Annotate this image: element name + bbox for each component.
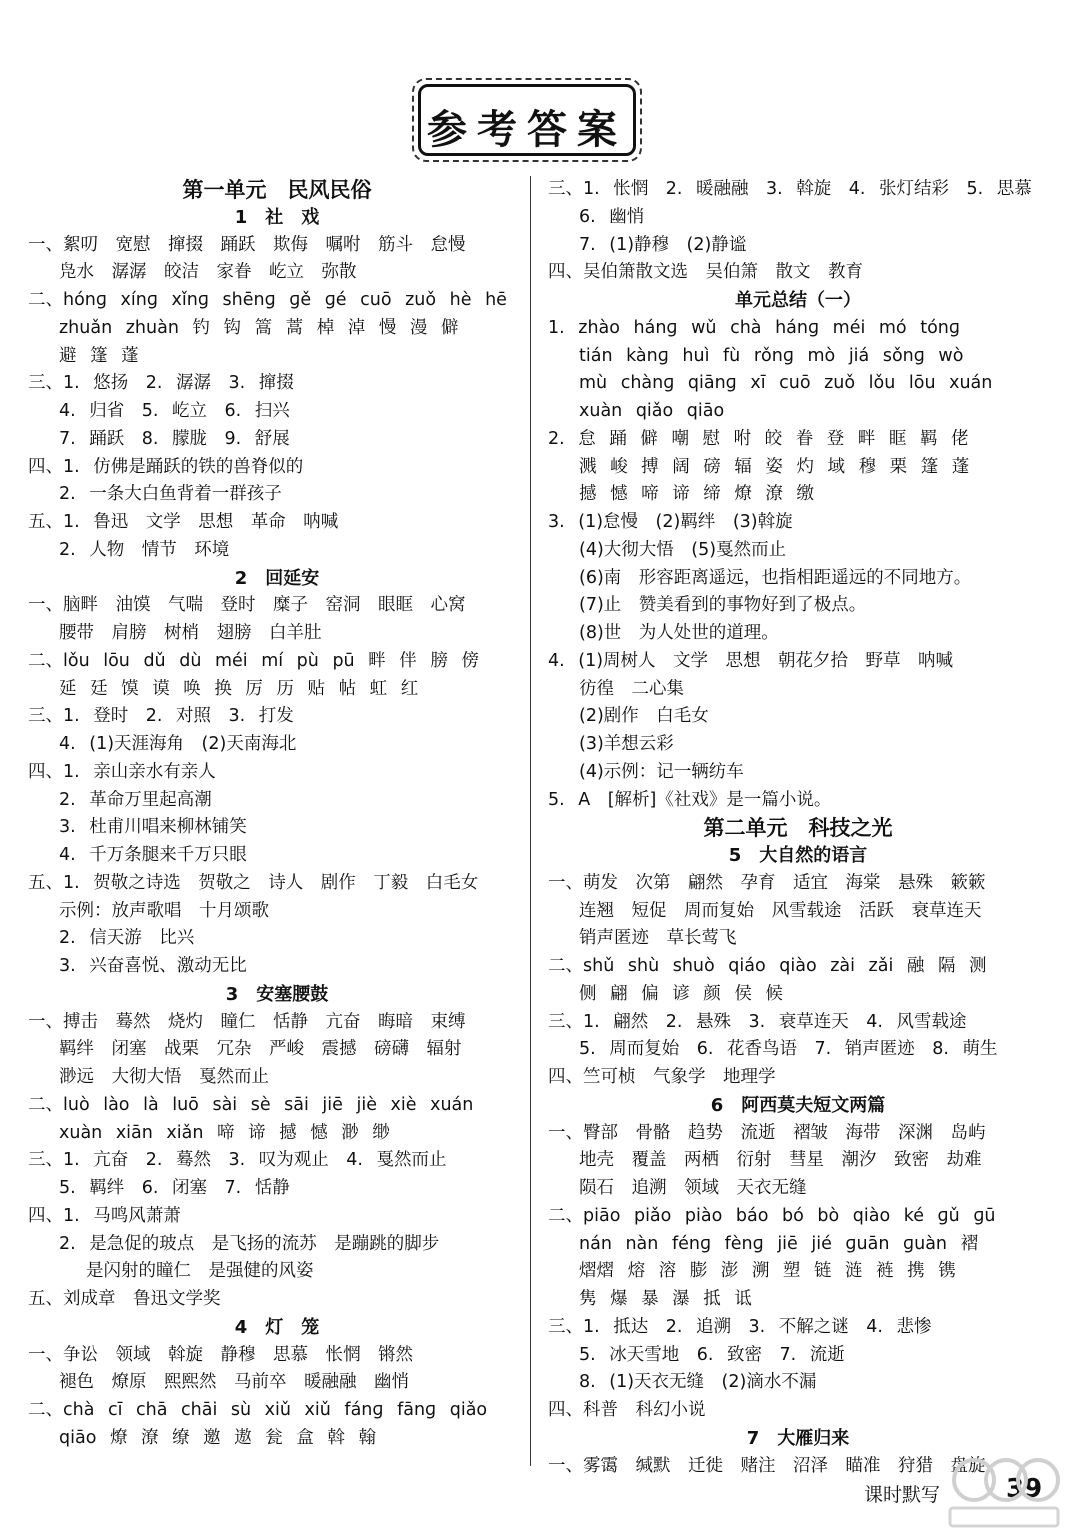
answer-line: tián kànɡ huì fù rǒnɡ mò jiá sǒnɡ wò (579, 345, 964, 366)
answer-line: 6. 幽悄 (579, 206, 645, 227)
left-column (28, 176, 526, 1453)
answer-line: 示例：放声歌唱 十月颂歌 (59, 900, 269, 921)
answer-line: 四、1. 亲山亲水有亲人 (28, 761, 216, 782)
answer-line: 4. 归省 5. 屹立 6. 扫兴 (59, 401, 290, 421)
unit-heading: 第二单元 科技之光 (703, 815, 893, 841)
answer-line: 羁绊 闭塞 战栗 冗杂 严峻 震撼 磅礴 辐射 (59, 1039, 462, 1060)
answer-line: 二、piāo piǎo piào báo bó bò qiào ké ɡǔ ɡū (548, 1205, 996, 1226)
answer-line: 凫水 潺潺 皎洁 家眷 屹立 弥散 (59, 262, 357, 283)
answer-line: 二、hónɡ xínɡ xǐnɡ shēnɡ ɡě ɡé cuō zuǒ hè hē (28, 290, 507, 310)
lesson-heading: 1 社 戏 (234, 206, 320, 228)
answer-line: 隽 爆 暴 瀑 抵 诋 (579, 1289, 752, 1309)
answer-line: 侧 翩 偏 谚 颜 侯 候 (579, 983, 783, 1004)
answer-line: (6)南 形容距离遥远，也指相距遥远的不同地方。 (579, 567, 972, 588)
title-frame (418, 84, 636, 156)
answer-line: mù chànɡ qiānɡ xī cuō zuǒ lǒu lōu xuán (579, 373, 993, 394)
answer-line: 二、chà cī chā chāi sù xiǔ xiǔ fánɡ fānɡ qiǎo (28, 1400, 488, 1420)
answer-line: 4. (1)周树人 文学 思想 朝花夕拾 野草 呐喊 (548, 650, 954, 671)
answer-line: 三、1. 怅惘 2. 暖融融 3. 斡旋 4. 张灯结彩 5. 思慕 (548, 179, 1032, 199)
answer-line: 四、科普 科幻小说 (548, 1400, 706, 1420)
answer-line: 5. 羁绊 6. 闭塞 7. 恬静 (59, 1178, 290, 1198)
answer-line: xuàn qiǎo qiāo (579, 401, 725, 421)
answer-line: 彷徨 二心集 (579, 678, 684, 699)
answer-line: 2. 是急促的玻点 是飞扬的流苏 是蹦跳的脚步 (59, 1233, 440, 1254)
unit-heading: 第一单元 民风民俗 (182, 177, 372, 202)
answer-line: 五、1. 鲁迅 文学 思想 革命 呐喊 (28, 512, 339, 532)
lesson-heading: 6 阿西莫夫短文两篇 (710, 1094, 886, 1116)
answer-line: 5. 周而复始 6. 花香鸟语 7. 销声匿迹 8. 萌生 (579, 1039, 998, 1060)
answer-line: 一、争讼 领域 斡旋 静穆 思慕 怅惘 锵然 (28, 1344, 413, 1365)
answer-line: 3. 兴奋喜悦、激动无比 (59, 956, 247, 976)
answer-line: 四、竺可桢 气象学 地理学 (548, 1067, 776, 1087)
answer-line: 五、刘成章 鲁迅文学奖 (28, 1289, 221, 1309)
answer-line: 三、1. 悠扬 2. 潺潺 3. 撺掇 (28, 373, 294, 394)
answer-line: 一、雾霭 缄默 迁徙 赌注 沼泽 瞄准 狩猎 盘旋 (548, 1455, 986, 1476)
answer-line: 2. 怠 踊 僻 嘲 慰 咐 皎 眷 登 畔 眶 羁 佬 (548, 428, 969, 449)
answer-line: 褪色 燎原 熙熙然 马前卒 暖融融 幽悄 (59, 1372, 409, 1393)
lesson-heading: 2 回延安 (234, 567, 320, 589)
answer-line: 三、1. 登时 2. 对照 3. 打发 (28, 706, 294, 727)
answer-line: 一、萌发 次第 翩然 孕育 适宜 海棠 悬殊 簌簌 (548, 872, 986, 893)
answer-line: 一、搏击 蓦然 烧灼 瞳仁 恬静 亢奋 晦暗 束缚 (28, 1011, 466, 1032)
answer-line: 是闪射的瞳仁 是强健的风姿 (86, 1261, 314, 1282)
answer-line: 3. 杜甫川唱来柳林铺笑 (59, 817, 247, 838)
answer-line: (8)世 为人处世的道理。 (579, 623, 779, 643)
answer-line: 7. (1)静穆 (2)静谧 (579, 234, 747, 255)
answer-line: 2. 革命万里起高潮 (59, 789, 212, 810)
answer-line: 二、luò lào là luō sài sè sāi jiē jiè xiè xuán (28, 1094, 474, 1115)
lesson-heading: 7 大雁归来 (746, 1427, 850, 1449)
lesson-heading: 3 安塞腰鼓 (225, 983, 329, 1005)
answer-line: 三、1. 亢奋 2. 蓦然 3. 叹为观止 4. 戛然而止 (28, 1150, 447, 1171)
answer-line: 延 廷 馍 谟 唤 换 厉 历 贴 帖 虹 红 (59, 678, 419, 699)
answer-line: 腰带 肩膀 树梢 翅膀 白羊肚 (59, 623, 322, 643)
page-number: 39 (1006, 1474, 1043, 1504)
answer-line: nán nàn fénɡ fènɡ jiē jié ɡuān ɡuàn 褶 (579, 1233, 979, 1254)
answer-line: 一、臀部 骨骼 趋势 流逝 褶皱 海带 深渊 岛屿 (548, 1122, 986, 1143)
footer-label: 课时默写 (864, 1484, 941, 1506)
answer-line: 2. 人物 情节 环境 (59, 539, 230, 560)
answer-line: 溅 峻 搏 阔 磅 辐 姿 灼 域 穆 栗 篷 蓬 (579, 456, 970, 477)
watermark-logo-icon (944, 1452, 1064, 1532)
lesson-heading: 单元总结（一） (735, 290, 861, 311)
answer-line: (7)止 赞美看到的事物好到了极点。 (579, 595, 867, 616)
answer-line: 2. 信天游 比兴 (59, 928, 195, 949)
answer-line: 二、shǔ shù shuò qiáo qiào zài zǎi 融 隔 测 (548, 956, 987, 976)
answer-line: 销声匿迹 草长莺飞 (579, 928, 737, 949)
answer-line: 四、1. 仿佛是踊跃的铁的兽脊似的 (28, 456, 304, 477)
answer-line: 五、1. 贺敬之诗选 贺敬之 诗人 剧作 丁毅 白毛女 (28, 872, 479, 893)
answer-line: 三、1. 翩然 2. 悬殊 3. 衰草连天 4. 风雪载途 (548, 1011, 967, 1032)
page-title: 参考答案 (427, 106, 627, 153)
answer-line: 7. 踊跃 8. 朦胧 9. 舒展 (59, 428, 290, 449)
lesson-heading: 5 大自然的语言 (728, 845, 868, 866)
answer-line: (4)示例：记一辆纺车 (579, 761, 744, 782)
answer-line: (3)羊想云彩 (579, 734, 674, 754)
answer-line: (2)剧作 白毛女 (579, 706, 709, 727)
lesson-heading: 4 灯 笼 (234, 1316, 320, 1338)
answer-line: 5. A [解析]《社戏》是一篇小说。 (548, 789, 832, 810)
answer-line: 一、絮叨 宽慰 撺掇 踊跃 欺侮 嘱咐 筋斗 怠慢 (28, 234, 466, 255)
answer-line: qiāo 燎 潦 缭 邀 遨 瓮 盒 斡 翰 (59, 1427, 376, 1448)
answer-line: 渺远 大彻大悟 戛然而止 (59, 1067, 269, 1087)
answer-line: 熠熠 熔 溶 膨 澎 溯 塑 链 涟 裢 携 镌 (579, 1261, 956, 1282)
answer-line: 4. (1)天涯海角 (2)天南海北 (59, 734, 297, 754)
answer-line: 2. 一条大白鱼背着一群孩子 (59, 484, 282, 505)
answer-line: 5. 冰天雪地 6. 致密 7. 流逝 (579, 1344, 845, 1365)
answer-line: xuàn xiān xiǎn 啼 谛 撼 憾 渺 缈 (59, 1122, 390, 1143)
answer-line: 二、lǒu lōu dǔ dù méi mí pù pū 畔 伴 膀 傍 (28, 650, 479, 671)
answer-line: 1. zhào hánɡ wǔ chà hánɡ méi mó tónɡ (548, 317, 960, 338)
answer-line: 陨石 追溯 领域 天衣无缝 (579, 1178, 807, 1198)
answer-line: (4)大彻大悟 (5)戛然而止 (579, 539, 787, 560)
answer-line: 地壳 覆盖 两栖 衍射 彗星 潮汐 致密 劫难 (579, 1150, 982, 1171)
answer-line: 四、1. 马鸣风萧萧 (28, 1205, 181, 1226)
answer-line: zhuǎn zhuàn 钓 钩 篙 蒿 棹 淖 慢 漫 僻 (59, 317, 459, 338)
answer-line: 四、吴伯箫散文选 吴伯箫 散文 教育 (548, 262, 863, 283)
answer-line: 撼 憾 啼 谛 缔 燎 潦 缴 (579, 484, 814, 505)
answer-line: 3. (1)怠慢 (2)羁绊 (3)斡旋 (548, 512, 793, 532)
answer-line: 一、脑畔 油馍 气喘 登时 糜子 窑洞 眼眶 心窝 (28, 595, 466, 616)
answer-line: 三、1. 抵达 2. 追溯 3. 不解之谜 4. 悲惨 (548, 1316, 932, 1337)
answer-line: 避 篷 蓬 (59, 345, 139, 366)
answer-line: 连翘 短促 周而复始 风雪载途 活跃 衰草连天 (579, 900, 982, 921)
right-column (548, 176, 1048, 1480)
answer-line: 8. (1)天衣无缝 (2)滴水不漏 (579, 1372, 817, 1393)
answer-line: 4. 千万条腿来千万只眼 (59, 845, 247, 865)
column-divider (530, 176, 531, 1466)
